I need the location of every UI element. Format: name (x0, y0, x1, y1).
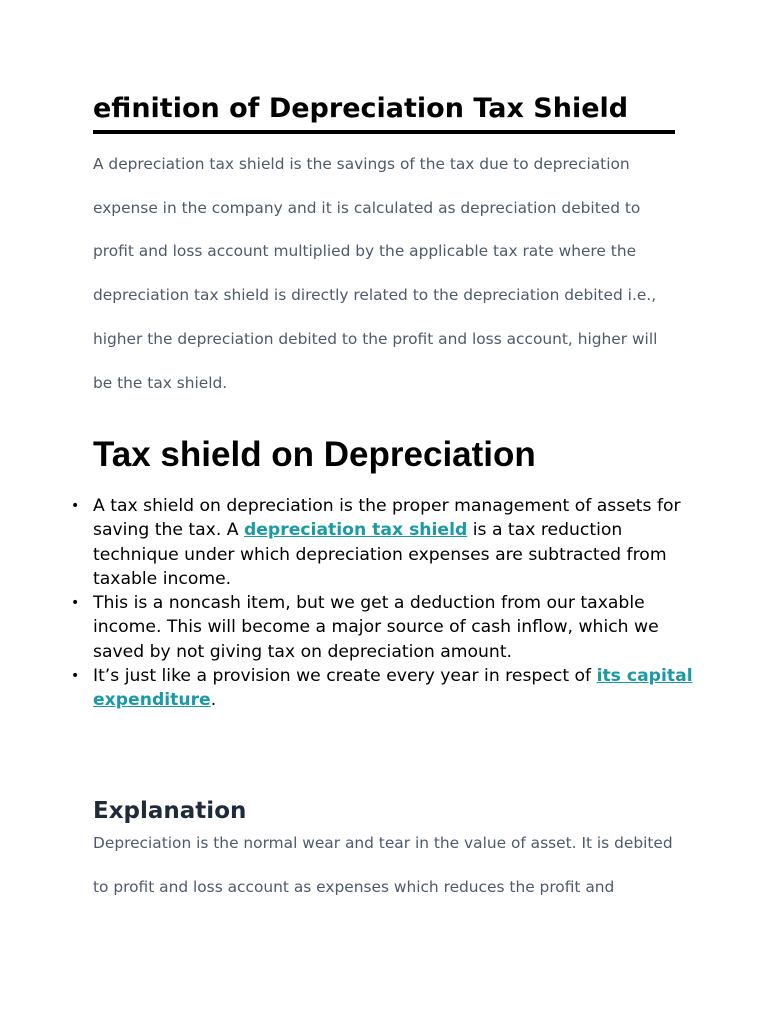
paragraph-line: depreciation tax shield is directly related to the depreciation debited i.e., (93, 286, 657, 305)
list-item-line (93, 518, 675, 542)
list-item-line: saved by not giving tax on depreciation amount. (93, 641, 513, 662)
its-capital-expenditure-link-continued[interactable]: expenditure (93, 690, 211, 711)
paragraph-line: to profit and loss account as expenses which reduces the profit and (93, 877, 615, 896)
its-capital-expenditure-link[interactable]: its capital (596, 666, 693, 687)
list-item (71, 664, 693, 713)
paragraph-line: A depreciation tax shield is the savings of the tax due to depreciation (93, 155, 630, 173)
list-item-line: This is a noncash item, but we get a deduction from our taxable (93, 593, 645, 614)
list-item-line: A tax shield on depreciation is the proper management of assets for (93, 496, 681, 516)
heading-underline-rule (93, 130, 675, 134)
list-item-text: saving the tax. A (93, 520, 244, 541)
bullet-icon: • (71, 668, 80, 685)
list-item-line: taxable income. (93, 568, 232, 589)
paragraph-line: higher the depreciation debited to the profit and loss account, higher will (93, 329, 658, 348)
list-item-line (93, 664, 693, 688)
paragraph-line: profit and loss account multiplied by the applicable tax rate where the (93, 242, 637, 261)
list-item-text: is a tax reduction (467, 520, 623, 541)
tax-shield-bullet-list (71, 494, 693, 713)
definition-paragraph (93, 143, 668, 405)
depreciation-tax-shield-link[interactable]: depreciation tax shield (243, 520, 468, 541)
paragraph-line: expense in the company and it is calculated as depreciation debited to (93, 198, 641, 217)
explanation-paragraph (93, 822, 673, 909)
bullet-icon: • (71, 595, 80, 612)
tax-shield-heading: Tax shield on Depreciation (93, 435, 536, 474)
list-item-line: technique under which depreciation expenses are subtracted from (93, 544, 667, 565)
paragraph-line: be the tax shield. (93, 373, 228, 392)
list-item (71, 494, 681, 591)
paragraph-line: Depreciation is the normal wear and tear in the value of asset. It is debited (93, 834, 673, 852)
list-item-line: income. This will become a major source of cash inflow, which we (93, 617, 659, 638)
list-item-text: . (210, 690, 217, 711)
list-item-text: It’s just like a provision we create every year in respect of (93, 666, 597, 687)
explanation-heading: Explanation (93, 798, 247, 824)
list-item-line (93, 688, 675, 712)
definition-heading: efinition of Depreciation Tax Shield (93, 93, 629, 124)
list-item (71, 591, 675, 664)
bullet-icon: • (71, 498, 80, 514)
